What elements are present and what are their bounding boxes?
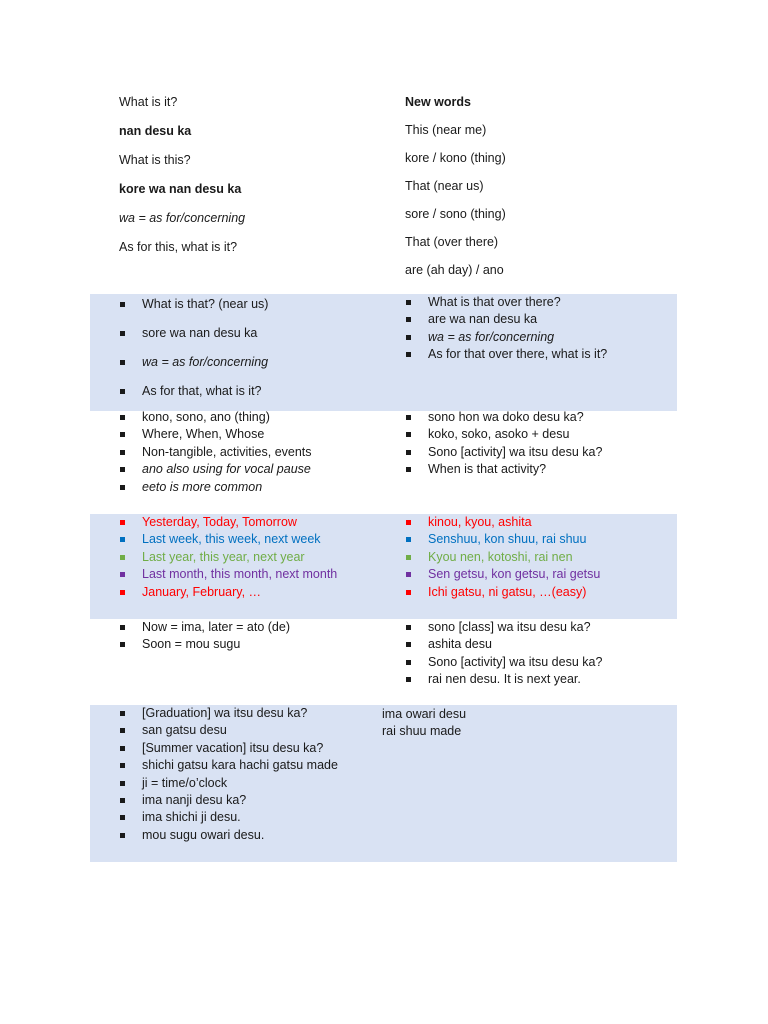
list-item: Sen getsu, kon getsu, rai getsu <box>404 566 674 583</box>
list-item: sore wa nan desu ka <box>118 325 378 342</box>
list-item: eeto is more common <box>118 479 378 496</box>
list-item: wa = as for/concerning <box>404 329 674 346</box>
list-item: san gatsu desu <box>118 722 378 739</box>
list-item: kono, sono, ano (thing) <box>118 409 378 426</box>
list-item: What is that over there? <box>404 294 674 311</box>
section-demonstratives-right-list <box>404 409 674 479</box>
list-item: ima shichi ji desu. <box>118 809 378 826</box>
list-item: Where, When, Whose <box>118 426 378 443</box>
section-time-words-right-list <box>404 514 674 601</box>
list-item: When is that activity? <box>404 461 674 478</box>
list-item: are wa nan desu ka <box>404 311 674 328</box>
list-item: shichi gatsu kara hachi gatsu made <box>118 757 378 774</box>
list-item: ano also using for vocal pause <box>118 461 378 478</box>
section-time-words-left-list <box>118 514 378 601</box>
intro-left-line: What is it? <box>119 95 178 109</box>
section-now-later <box>90 619 677 705</box>
list-item: Kyou nen, kotoshi, rai nen <box>404 549 674 566</box>
intro-right-line: sore / sono (thing) <box>405 207 506 221</box>
section-now-later-right-list <box>404 619 674 689</box>
section-near-us-right-list <box>404 294 674 364</box>
intro-left-line: wa = as for/concerning <box>119 211 246 225</box>
section-near-us <box>90 294 677 411</box>
list-item: As for that over there, what is it? <box>404 346 674 363</box>
list-item: Ichi gatsu, ni gatsu, …(easy) <box>404 584 674 601</box>
list-item: What is that? (near us) <box>118 296 378 313</box>
intro-left-line: kore wa nan desu ka <box>119 182 242 196</box>
list-item: kinou, kyou, ashita <box>404 514 674 531</box>
intro-right-column <box>405 94 665 290</box>
note-line: ima owari desu <box>382 707 467 721</box>
intro-right-line: That (near us) <box>405 179 484 193</box>
list-item: wa = as for/concerning <box>118 354 378 371</box>
list-item: Senshuu, kon shuu, rai shuu <box>404 531 674 548</box>
list-item: Sono [activity] wa itsu desu ka? <box>404 444 674 461</box>
intro-left-line: nan desu ka <box>119 124 192 138</box>
list-item: Now = ima, later = ato (de) <box>118 619 378 636</box>
intro-left-line: What is this? <box>119 153 191 167</box>
list-item: Last year, this year, next year <box>118 549 378 566</box>
section-when-questions-right-notes <box>382 706 652 739</box>
intro-right-line: That (over there) <box>405 235 499 249</box>
list-item: ima nanji desu ka? <box>118 792 378 809</box>
section-demonstratives <box>90 411 677 514</box>
list-item: koko, soko, asoko + desu <box>404 426 674 443</box>
intro-left-column <box>119 94 379 268</box>
list-item: mou sugu owari desu. <box>118 827 378 844</box>
section-time-words <box>90 514 677 619</box>
list-item: Non-tangible, activities, events <box>118 444 378 461</box>
intro-right-line: This (near me) <box>405 123 487 137</box>
list-item: As for that, what is it? <box>118 383 378 400</box>
list-item: [Graduation] wa itsu desu ka? <box>118 705 378 722</box>
list-item: [Summer vacation] itsu desu ka? <box>118 740 378 757</box>
list-item: ji = time/o’clock <box>118 775 378 792</box>
intro-right-line: New words <box>405 95 471 109</box>
section-when-questions-left-list <box>118 705 378 844</box>
list-item: rai nen desu. It is next year. <box>404 671 674 688</box>
intro-left-line: As for this, what is it? <box>119 240 238 254</box>
section-near-us-left-list <box>118 296 378 412</box>
list-item: Last month, this month, next month <box>118 566 378 583</box>
intro-right-line: kore / kono (thing) <box>405 151 506 165</box>
list-item: Sono [activity] wa itsu desu ka? <box>404 654 674 671</box>
list-item: sono hon wa doko desu ka? <box>404 409 674 426</box>
section-demonstratives-left-list <box>118 409 378 496</box>
list-item: Last week, this week, next week <box>118 531 378 548</box>
list-item: ashita desu <box>404 636 674 653</box>
list-item: Yesterday, Today, Tomorrow <box>118 514 378 531</box>
list-item: Soon = mou sugu <box>118 636 378 653</box>
note-line: rai shuu made <box>382 723 462 738</box>
intro-right-line: are (ah day) / ano <box>405 263 504 277</box>
section-now-later-left-list <box>118 619 378 654</box>
list-item: sono [class] wa itsu desu ka? <box>404 619 674 636</box>
section-when-questions <box>90 705 677 862</box>
list-item: January, February, … <box>118 584 378 601</box>
